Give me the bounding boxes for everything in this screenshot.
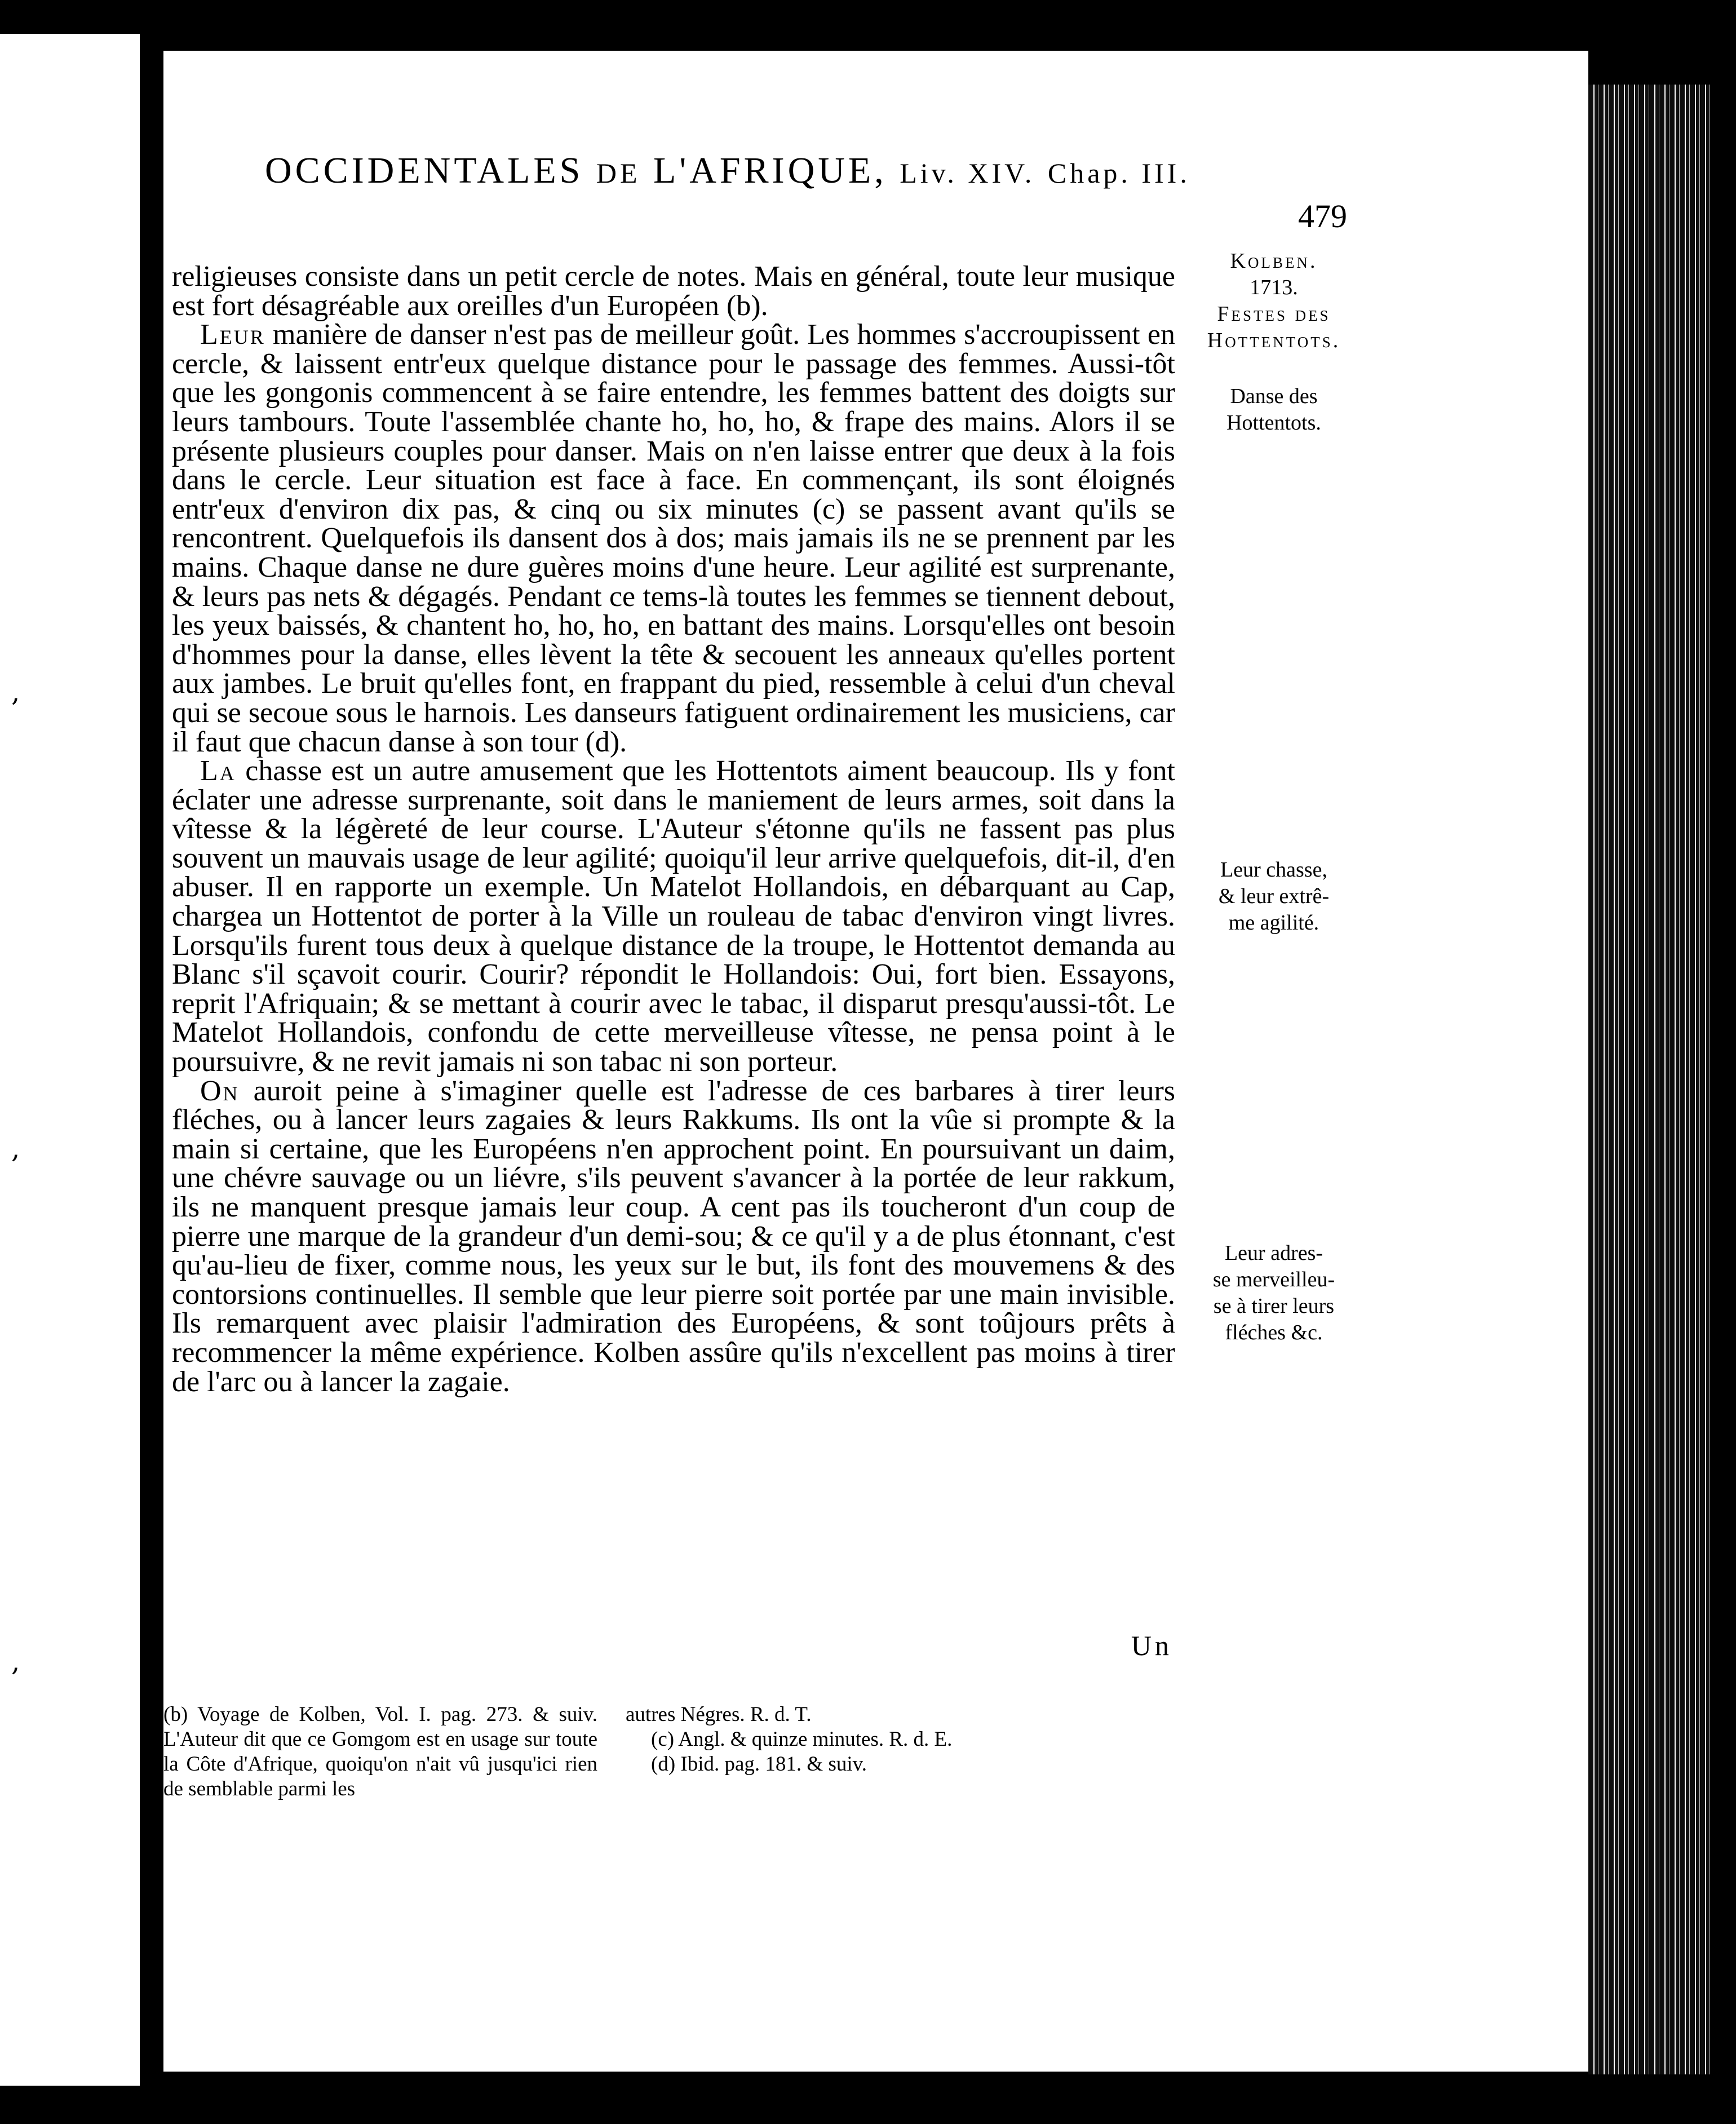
running-head-afrique: L'AFRIQUE,	[653, 150, 887, 191]
footnotes-right-column	[626, 1702, 1189, 1777]
running-head-chapitre: Chap. III.	[1047, 157, 1190, 189]
sidenote-line: & leur extrê-	[1218, 884, 1330, 908]
running-head-title: OCCIDENTALES	[265, 150, 584, 191]
paragraph-lead: Leur	[200, 318, 265, 351]
sidenote-line: Hottentots.	[1226, 411, 1321, 435]
page-edges	[1588, 85, 1710, 2074]
paragraph-chasse	[172, 756, 1175, 1077]
sidenote-line: Danse des	[1230, 384, 1318, 408]
facing-page-edge	[0, 34, 140, 2086]
running-head	[265, 149, 1347, 192]
sidenote-line: Festes des	[1217, 302, 1331, 326]
paragraph-lead: La	[200, 755, 236, 787]
page-number: 479	[1298, 198, 1347, 234]
paragraph-text: auroit peine à s'imaginer quelle est l'adresse de ces barbares à tirer leurs fléches, ou à lancer leurs zagaies & leurs Rakkums. Ils ont la vûe si prompte & la main si certaine, que les Européens n'en approchent point. En poursuivant un daim, une chévre sauvage ou un liévre, s'ils peuvent s'avancer à la portée de leur rakkum, ils ne manquent presque jamais leur coup. A cent pas ils toucheront d'un coup de pierre une marque de la grandeur d'un demi-sou; & ce qu'il y a de plus étonnant, c'est qu'au-lieu de fixer, comme nous, les yeux sur le but, ils font des mouvemens & des contorsions continuelles. Il semble que leur pierre soit portée par une main invisible. Ils remarquent avec plaisir l'admiration des Européens, & sont toûjours prêts à recommencer la même expérience. Kolben assûre qu'ils n'excellent pas moins à tirer de l'arc ou à lancer la zagaie.	[172, 1074, 1175, 1398]
sidenote-kolben	[1178, 248, 1370, 354]
sidenote-line: Kolben.	[1230, 249, 1318, 273]
sidenote-line: Hottentots.	[1207, 329, 1341, 352]
catchword: Un	[1131, 1630, 1172, 1661]
facing-page-mark: ,	[11, 1646, 20, 1678]
footnote-b: (b) Voyage de Kolben, Vol. I. pag. 273. & suiv. L'Auteur dit que ce Gomgom est en usage sur toute la Côte d'Afrique, quoiqu'on n'ait vû jusqu'ici rien de semblable parmi les	[163, 1703, 597, 1800]
sidenote-line: se merveilleu-	[1212, 1268, 1335, 1291]
running-head-de: DE	[596, 157, 641, 189]
footnote-d: (d) Ibid. pag. 181. & suiv.	[651, 1753, 867, 1776]
paragraph-text: religieuses consiste dans un petit cercle de notes. Mais en général, toute leur musique est fort désagréable aux oreilles d'un Européen (b).	[172, 260, 1175, 322]
sidenote-line: Leur adres-	[1224, 1241, 1323, 1265]
sidenote-adresse	[1178, 1240, 1370, 1346]
paragraph-lead: On	[200, 1074, 240, 1107]
sidenote-line: fléches &c.	[1225, 1321, 1323, 1344]
footnote-b-continued: autres Négres. R. d. T.	[626, 1703, 812, 1726]
book-page	[163, 51, 1588, 2072]
paragraph-text: chasse est un autre amusement que les Hottentots aiment beaucoup. Ils y font éclater une adresse surprenante, soit dans le maniement de leurs armes, soit dans la vîtesse & la légèreté de leur course. L'Auteur s'étonne qu'ils ne fassent pas plus souvent un mauvais usage de leur agilité; quoiqu'il leur arrive quelquefois, dit-il, d'en abuser. Il en rapporte un exemple. Un Matelot Hollandois, en débarquant au Cap, chargea un Hottentot de porter à la Ville un rouleau de tabac d'environ vingt livres. Lorsqu'ils furent tous deux à quelque distance de la troupe, le Hottentot demanda au Blanc s'il sçavoit courir. Courir? répondit le Hollandois: Oui, fort bien. Essayons, reprit l'Afriquain; & se mettant à courir avec le tabac, il disparut presqu'aussi-tôt. Le Matelot Hollandois, confondu de cette merveilleuse vîtesse, ne pensa point à le poursuivre, & ne revit jamais ni son tabac ni son porteur.	[172, 755, 1175, 1078]
sidenote-line: 1713.	[1250, 276, 1298, 299]
sidenote-line: se à tirer leurs	[1213, 1294, 1335, 1318]
facing-page-mark: ,	[11, 676, 20, 708]
paragraph-adresse	[172, 1074, 1175, 1398]
facing-page-mark: ,	[11, 1133, 20, 1165]
footnote-c: (c) Angl. & quinze minutes. R. d. E.	[651, 1728, 953, 1751]
running-head-livre: Liv. XIV.	[900, 157, 1035, 189]
paragraph-text: manière de danser n'est pas de meilleur goût. Les hommes s'accroupissent en cercle, & laissent entr'eux quelque distance pour le passage des femmes. Aussi-tôt que les gongonis commencent à se faire entendre, les femmes battent des doigts sur leurs tambours. Toute l'assemblée chante ho, ho, ho, & frape des mains. Alors il se présente plusieurs couples pour danser. Mais on n'en laisse entrer que deux à la fois dans le cercle. Leur situation est face à face. En commençant, ils sont éloignés entr'eux d'environ dix pas, & cinq ou six minutes (c) se passent avant qu'ils se rencontrent. Quelquefois ils dansent dos à dos; mais jamais ils ne se prennent par les mains. Chaque danse ne dure guères moins d'une heure. Leur agilité est surprenante, & leurs pas nets & dégagés. Pendant ce tems-là toutes les femmes se tiennent debout, les yeux baissés, & chantent ho, ho, ho, en battant des mains. Lorsqu'elles ont besoin d'hommes pour la danse, elles lèvent la tête & secouent les anneaux qu'elles portent aux jambes. Le bruit qu'elles font, en frappant du pied, ressemble à celui d'un cheval qui se secoue sous le harnois. Les danseurs fatiguent ordinairement les musiciens, car il faut que chacun danse à son tour (d).	[172, 318, 1175, 758]
sidenote-line: Leur chasse,	[1220, 858, 1327, 882]
paragraph-musique	[172, 262, 1175, 320]
paragraph-danse	[172, 320, 1175, 756]
main-text	[172, 262, 1175, 1396]
sidenote-line: me agilité.	[1228, 911, 1319, 935]
sidenote-danse	[1178, 383, 1370, 436]
sidenote-chasse	[1178, 857, 1370, 936]
